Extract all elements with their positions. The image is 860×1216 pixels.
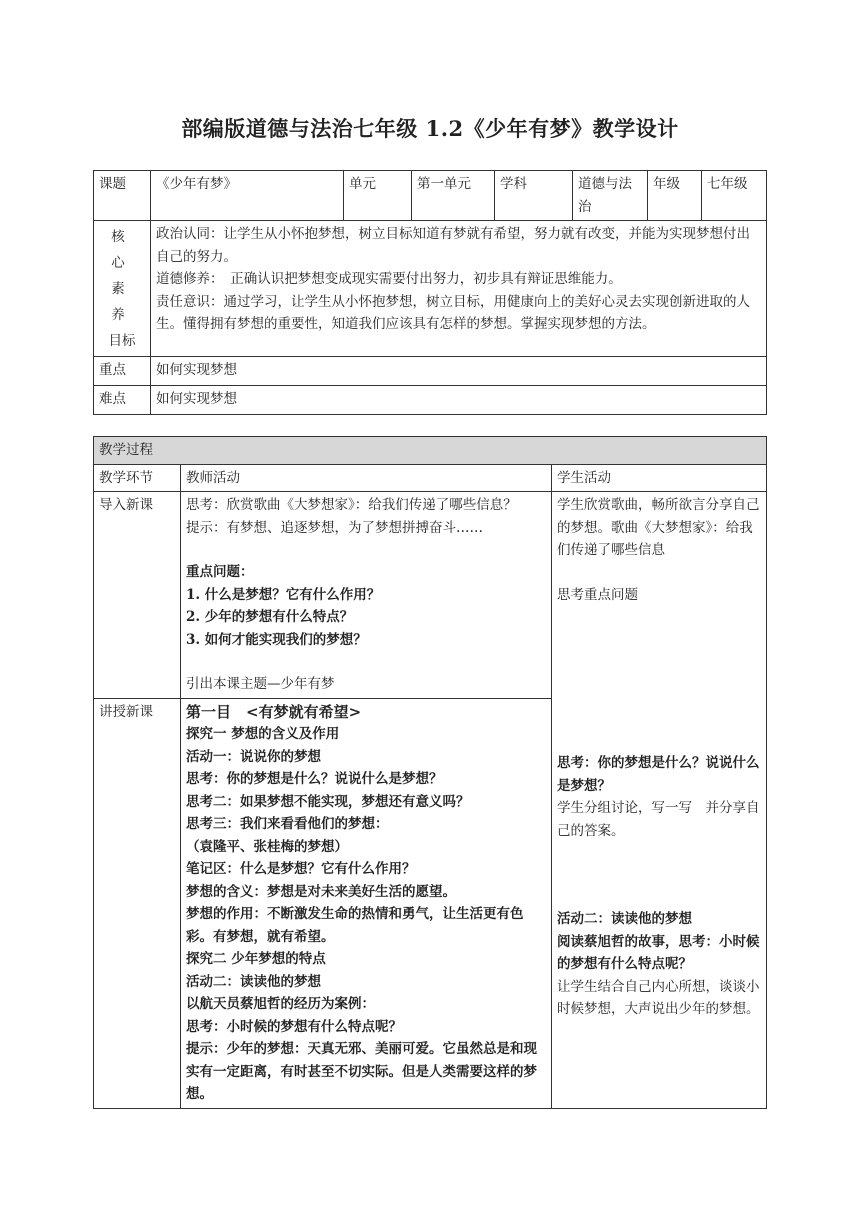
student-activity [552,492,767,1109]
core-goal-content [151,221,767,357]
core-goal-label-line: 素 养 [111,280,133,323]
intro-teacher-activity [181,492,552,699]
intro-stage: 导入新课 [94,492,181,699]
think-one: 思考：你的梦想是什么？说说什么是梦想？ [186,771,443,787]
activity-one-heading: 活动一：说说你的梦想 [186,748,321,765]
grade-value: 七年级 [702,171,767,221]
section-one-heading: 第一目 <有梦就有希望> [186,702,362,721]
unit-value: 第一单元 [412,171,495,221]
col-teacher-header: 教师活动 [181,464,552,492]
think-two: 思考二：如果梦想不能实现，梦想还有意义吗？ [186,793,470,810]
key-question-item: 2. 少年的梦想有什么特点？ [186,609,354,625]
core-goal-political: 政治认同：让学生从小怀抱梦想，树立目标知道有梦就有希望，努力就有改变，并能为实现梦想付出自己的努力。 [156,226,750,265]
grade-label: 年级 [648,171,702,221]
student-intro-activity: 学生欣赏歌曲，畅所欲言分享自己的梦想。歌曲《大梦想家》：给我们传递了哪些信息 [557,497,760,558]
intro-hint: 提示：有梦想、追逐梦想，为了梦想拼搏奋斗…… [186,519,483,536]
core-goal-responsibility: 责任意识：通过学习，让学生从小怀抱梦想，树立目标，用健康向上的美好心灵去实现创新进取的人生。懂得拥有梦想的重要性，知道我们应该具有怎样的梦想。掌握实现梦想的方法。 [156,293,750,332]
case-study: 以航天员蔡旭哲的经历为案例： [186,996,375,1012]
key-questions-heading: 重点问题： [186,564,254,580]
activity-two-heading: 活动二：读读他的梦想 [186,973,321,990]
page-title: 部编版道德与法治七年级 1.2《少年有梦》教学设计 [181,116,679,141]
core-goal-label-line: 目标 [108,332,136,349]
core-goal-label-line: 核 心 [111,228,133,271]
subject-value: 道德与法治 [573,171,648,221]
student-think-key-questions: 思考重点问题 [557,586,638,603]
key-question-item: 1. 什么是梦想？它有什么作用？ [186,586,381,603]
key-point-label: 重点 [94,357,151,386]
lesson-info-table [93,170,767,415]
youth-dream-hint: 提示：少年的梦想：天真无邪、美丽可爱。它虽然总是和现实有一定距离，有时甚至不切实际。但是人类需要这样的梦想。 [186,1041,537,1102]
student-group-discussion: 学生分组讨论，写一写 并分享自己的答案。 [557,800,760,839]
key-question-item: 3. 如何才能实现我们的梦想？ [186,631,367,648]
think-childhood-dream: 思考：小时候的梦想有什么特点呢？ [186,1018,402,1035]
dream-examples: （袁隆平、张桂梅的梦想） [186,838,348,855]
dream-definition: 梦想的含义：梦想是对未来美好生活的愿望。 [186,883,456,900]
think-three: 思考三：我们来看看他们的梦想： [186,816,389,832]
intro-question: 思考：欣赏歌曲《大梦想家》：给我们传递了哪些信息？ [186,497,517,513]
key-point-value: 如何实现梦想 [151,357,767,386]
dream-function: 梦想的作用：不断激发生命的热情和勇气，让生活更有色彩。有梦想，就有希望。 [186,906,524,945]
student-think-dream: 思考：你的梦想是什么？说说什么是梦想？ [557,755,760,794]
process-header: 教学过程 [94,437,767,465]
course-value: 《少年有梦》 [151,171,344,221]
student-read-story: 阅读蔡旭哲的故事，思考：小时候的梦想有什么特点呢？ [557,933,760,972]
course-label: 课题 [94,171,151,221]
explore-two-heading: 探究二 少年梦想的特点 [186,951,326,967]
difficult-point-value: 如何实现梦想 [151,386,767,415]
student-activity-two: 活动二：读读他的梦想 [557,911,692,927]
explore-one-heading: 探究一 梦想的含义及作用 [186,726,340,742]
core-goal-moral: 道德修养： 正确认识把梦想变成现实需要付出努力，初步具有辩证思维能力。 [156,271,622,287]
col-stage-header: 教学环节 [94,464,181,492]
lecture-teacher-activity [181,698,552,1108]
unit-label: 单元 [344,171,412,221]
teaching-process-table [93,436,767,1109]
difficult-point-label: 难点 [94,386,151,415]
lecture-stage: 讲授新课 [94,698,181,1108]
lesson-topic-intro: 引出本课主题—少年有梦 [186,676,335,692]
subject-label: 学科 [495,171,573,221]
col-student-header: 学生活动 [552,464,767,492]
notes-area: 笔记区：什么是梦想？它有什么作用？ [186,861,416,877]
student-share-dream: 让学生结合自己内心所想，谈谈小时候梦想，大声说出少年的梦想。 [557,978,760,1017]
core-goal-label [94,221,151,357]
